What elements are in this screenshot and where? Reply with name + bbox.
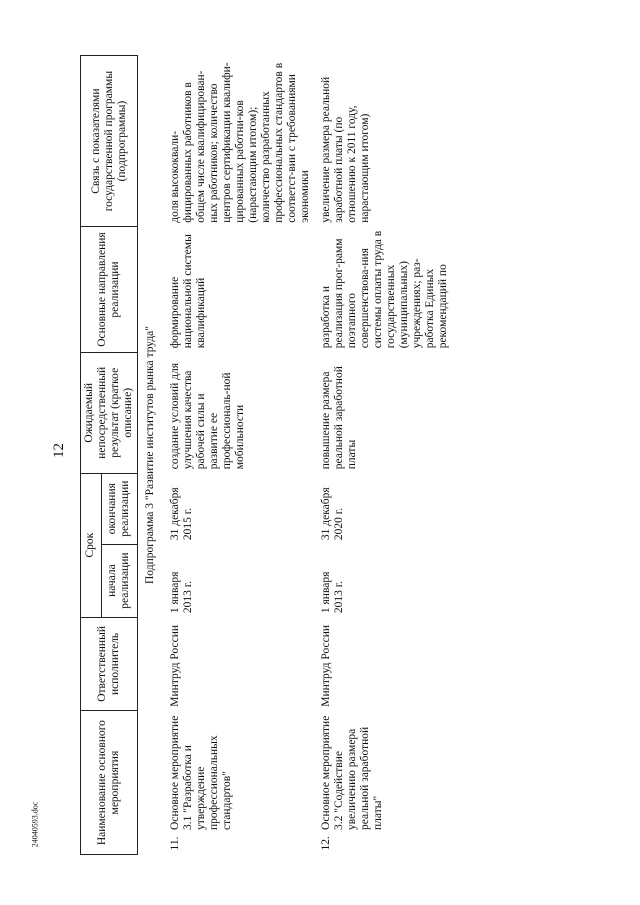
responsible-executor: Минтруд России <box>169 624 181 707</box>
table-row <box>163 56 314 855</box>
table-header <box>81 56 138 855</box>
main-directions: формирование национальной системы квалификаций <box>169 234 207 349</box>
header-result: Ожидаемый непосредственный результат (краткое описание) <box>81 352 138 473</box>
header-directions: Основные направления реализации <box>81 227 138 353</box>
indicator-link: увеличение размера реальной заработной платы (по отношению к 2011 году, нарастающим итогом) <box>320 76 371 223</box>
responsible-executor: Минтруд России <box>320 624 332 707</box>
start-date: 1 января 2013 г. <box>169 571 194 614</box>
page-number: 12 <box>51 443 67 458</box>
header-term-start: начала реализации <box>101 544 137 617</box>
header-term-end: окончания реализации <box>101 473 137 544</box>
activity-name: Основное мероприятие 3.2 "Содействие увеличению размера реальной заработной платы" <box>320 715 384 830</box>
row-number: 12. <box>320 836 332 851</box>
rotated-table-container <box>80 55 580 855</box>
header-term: Срок <box>81 473 102 617</box>
activities-table <box>80 55 452 855</box>
header-responsible: Ответственный исполнитель <box>81 617 138 711</box>
expected-result: повышение размера реальной заработной платы <box>320 366 358 470</box>
end-date: 31 декабря 2020 г. <box>320 487 345 541</box>
end-date: 31 декабря 2015 г. <box>169 487 194 541</box>
activity-name: Основное мероприятие 3.1 "Разработка и утверждение профессиональных стандартов" <box>169 715 233 830</box>
row-number: 11. <box>169 836 181 851</box>
subprogram-title: Подпрограмма 3 "Развитие институтов рынка труда" <box>144 326 156 584</box>
header-link: Связь с показателями государственной программы (подпрограммы) <box>81 56 138 227</box>
main-directions: разработка и реализация прог-рамм поэтапного совершенствова-ния системы оплаты труда в государственных (муниципальных) учреждениях; раз-работка Единых рекомендаций по <box>320 230 449 349</box>
indicator-link: доля высококвали-фицированных работников в общем числе квалифицирован-ных работников; количество центров сертификации квалифи-цированных работни-ков (нарастающим итогом); количество разработанных профессиональных стандартов в соответст-вии с требованиями экономики <box>169 62 311 223</box>
document-id: 24040593.doc <box>30 801 40 848</box>
table-row <box>314 56 452 855</box>
start-date: 1 января 2013 г. <box>320 571 345 614</box>
header-name: Наименование основного мероприятия <box>81 711 138 855</box>
expected-result: создание условий для улучшения качества рабочей силы и развитие ее профессиональ-ной мобильности <box>169 363 246 470</box>
